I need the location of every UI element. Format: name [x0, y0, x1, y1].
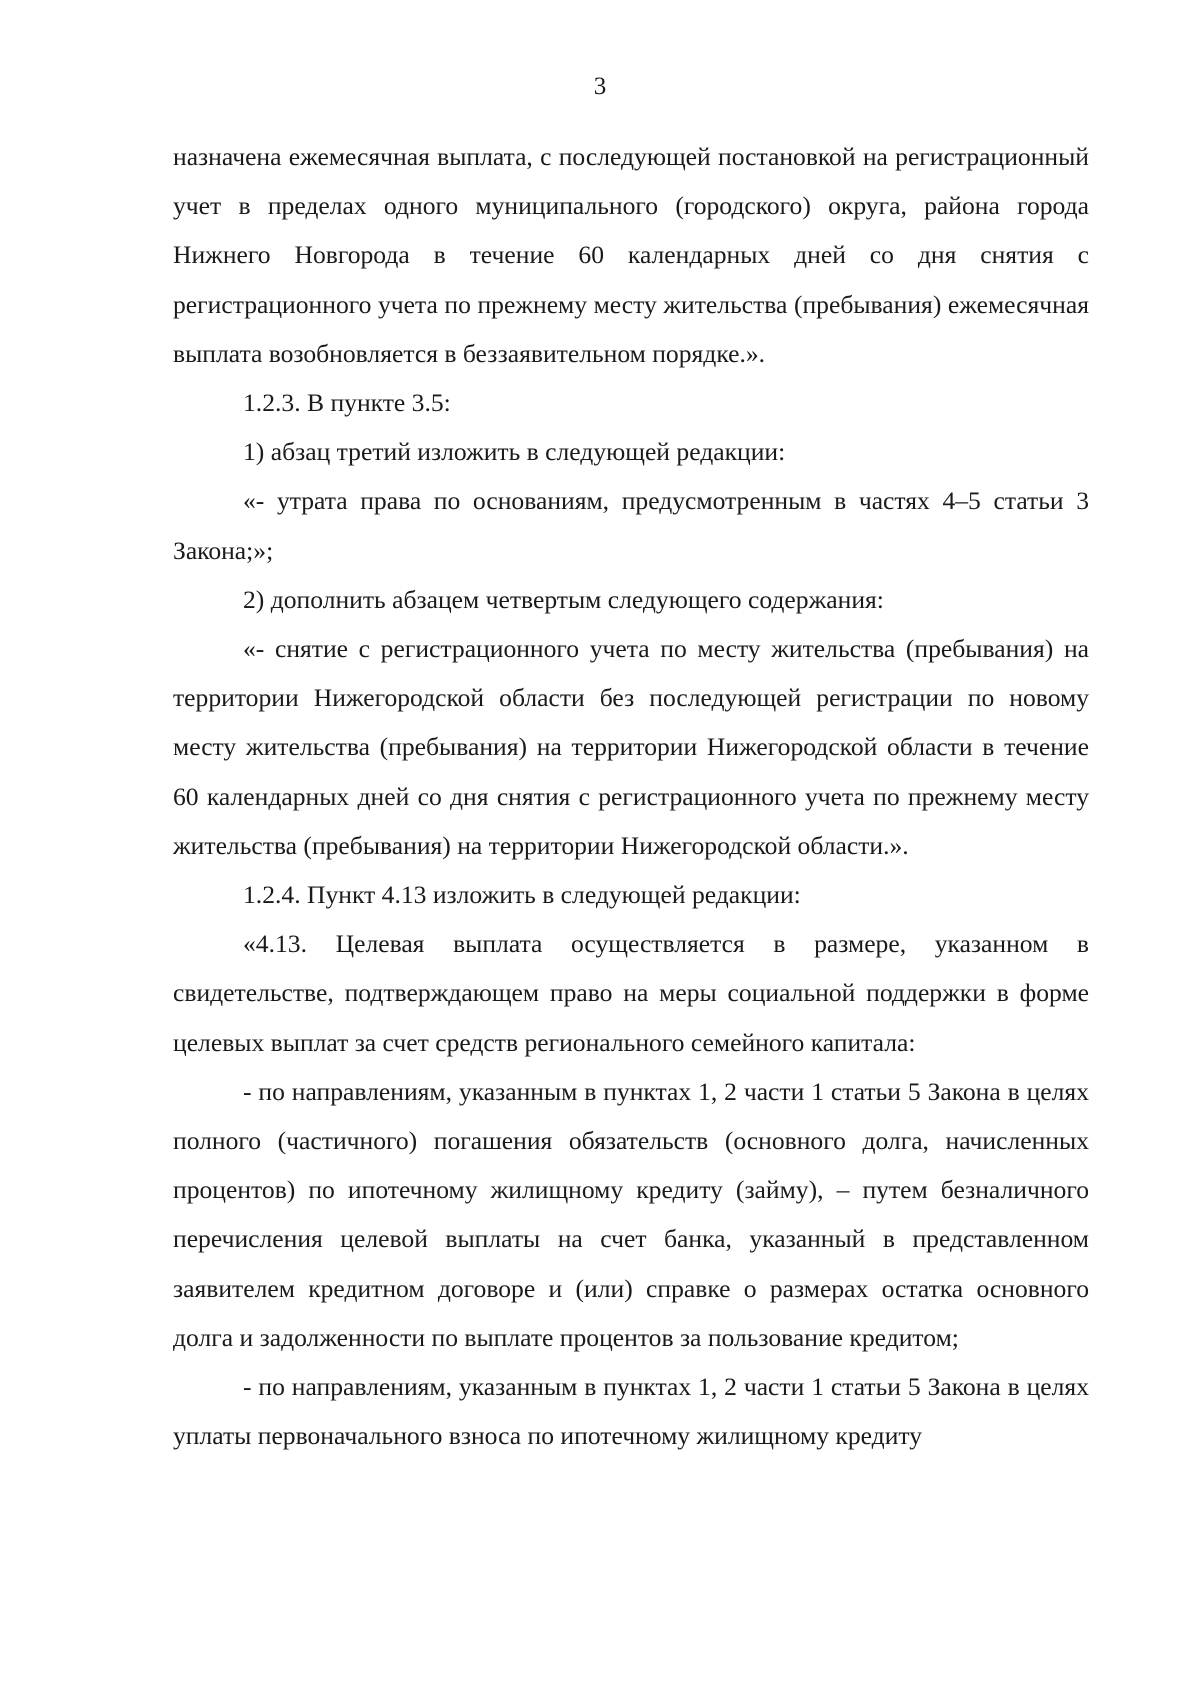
- paragraph-1: назначена ежемесячная выплата, с последующей постановкой на регистрационный учет в пределах одного муниципального (городского) округа, района города Нижнего Новгорода в течение 60 календарных дней со дня снятия с регистрационного учета по прежнему месту жительства (пребывания) ежемесячная выплата возобновляется в беззаявительном порядке.».: [173, 142, 1089, 368]
- paragraph-10: - по направлениям, указанным в пунктах 1, 2 части 1 статьи 5 Закона в целях уплаты первоначального взноса по ипотечному жилищному кредиту: [173, 1372, 1089, 1451]
- paragraph-4: «- утрата права по основаниям, предусмотренным в частях 4–5 статьи 3 Закона;»;: [173, 486, 1089, 565]
- paragraph-2: 1.2.3. В пункте 3.5:: [243, 388, 451, 418]
- paragraph-8: «4.13. Целевая выплата осуществляется в размере, указанном в свидетельстве, подтверждающем право на меры социальной поддержки в форме целевых выплат за счет средств регионального семейного капитала:: [173, 929, 1089, 1057]
- paragraph-9: - по направлениям, указанным в пунктах 1, 2 части 1 статьи 5 Закона в целях полного (частичного) погашения обязательств (основного долга, начисленных процентов) по ипотечному жилищному кредиту (займу), – путем безналичного перечисления целевой выплаты на счет банка, указанный в представленном заявителем кредитном договоре и (или) справке о размерах остатка основного долга и задолженности по выплате процентов за пользование кредитом;: [173, 1076, 1089, 1352]
- paragraph-7: 1.2.4. Пункт 4.13 изложить в следующей редакции:: [243, 880, 801, 910]
- paragraph-5: 2) дополнить абзацем четвертым следующего содержания:: [243, 584, 884, 614]
- page-number: 3: [593, 73, 607, 100]
- paragraph-6: «- снятие с регистрационного учета по месту жительства (пребывания) на территории Нижегородской области без последующей регистрации по новому месту жительства (пребывания) на территории Нижегородской области в течение 60 календарных дней со дня снятия с регистрационного учета по прежнему месту жительства (пребывания) на территории Нижегородской области.».: [173, 634, 1089, 860]
- document-body: [173, 132, 1089, 1460]
- paragraph-3: 1) абзац третий изложить в следующей редакции:: [243, 437, 786, 467]
